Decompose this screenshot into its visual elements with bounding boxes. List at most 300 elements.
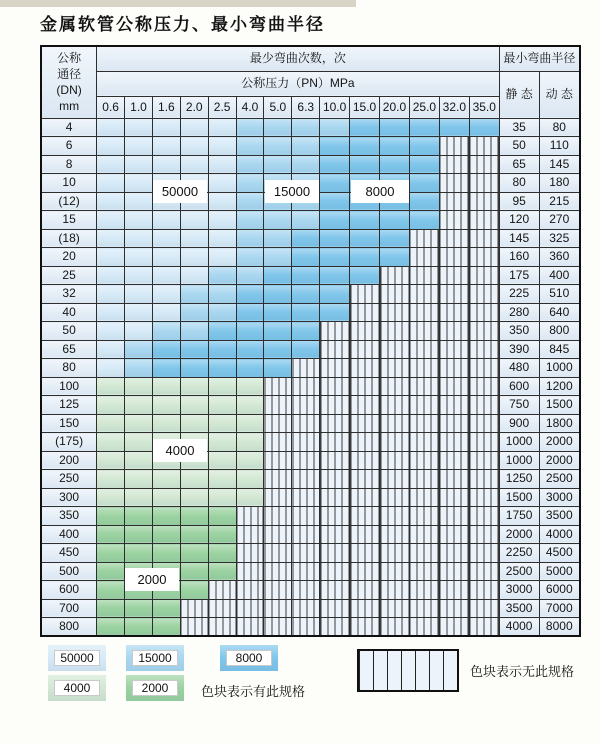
no-spec-cell [236,562,264,581]
radius-header: 最小弯曲半径 [499,46,580,71]
cycles-4000-cell [208,451,236,470]
no-spec-cell [439,285,469,304]
no-spec-cell [469,507,499,526]
cycles-4000-cell [125,377,153,396]
no-spec-cell [350,599,380,618]
cycles-2000-cell [208,525,236,544]
cycles-4000-cell [125,433,153,452]
dynamic-radius-cell: 400 [539,266,580,285]
header-row-3 [41,96,580,118]
cycles-50000-cell [97,155,125,174]
static-radius-cell: 65 [499,155,539,174]
no-spec-cell [409,525,439,544]
dn-cell: (12) [41,192,97,211]
dn-cell: 300 [41,488,97,507]
cycles-15000-cell [152,322,180,341]
cycles-50000-cell [152,303,180,322]
no-spec-cell [469,266,499,285]
cycles-50000-cell [180,211,208,230]
cycles-50000-cell [125,229,153,248]
no-spec-cell [469,544,499,563]
no-spec-cell [409,544,439,563]
cycles-4000-cell [97,488,125,507]
no-spec-cell [350,359,380,378]
table-row [41,618,580,637]
zone-label: 8000 [351,180,409,203]
cycles-50000-cell [152,211,180,230]
dn-column-header [41,46,97,118]
dynamic-radius-cell: 8000 [539,618,580,637]
dynamic-radius-cell: 7000 [539,599,580,618]
no-spec-cell [469,377,499,396]
no-spec-cell [350,507,380,526]
pressure-value-header: 1.6 [152,96,180,118]
no-spec-cell [350,581,380,600]
dn-cell: 25 [41,266,97,285]
no-spec-cell [380,377,410,396]
cycles-2000-cell [125,599,153,618]
dn-cell: 600 [41,581,97,600]
cycles-50000-cell [125,174,153,193]
dynamic-radius-cell: 640 [539,303,580,322]
no-spec-cell [439,211,469,230]
dynamic-radius-cell: 510 [539,285,580,304]
no-spec-cell [350,525,380,544]
cycles-50000-cell [97,359,125,378]
no-spec-cell [380,322,410,341]
no-spec-cell [469,137,499,156]
cycles-2000-cell [152,507,180,526]
no-spec-cell [469,414,499,433]
no-spec-cell [350,544,380,563]
cycles-50000-cell [152,155,180,174]
cycles-50000-cell [208,118,236,137]
cycles-4000-cell [236,414,264,433]
has-spec-note: 色块表示有此规格 [201,684,306,699]
cycles-4000-cell [125,414,153,433]
no-spec-cell [208,581,236,600]
cycles-50000-cell [97,174,125,193]
cycles-8000-cell [320,285,350,304]
cycles-50000-cell [125,303,153,322]
pressure-value-header: 5.0 [264,96,292,118]
no-spec-cell [320,396,350,415]
cycles-50000-cell [97,266,125,285]
no-spec-cell [350,451,380,470]
cycles-2000-cell [125,544,153,563]
no-spec-cell [469,618,499,637]
no-spec-cell [439,248,469,267]
cycles-4000-cell [208,433,236,452]
cycles-4000-cell [208,396,236,415]
no-spec-cell [350,303,380,322]
no-spec-cell [439,377,469,396]
cycles-4000-cell [97,377,125,396]
no-spec-cell [292,414,320,433]
no-spec-cell [439,266,469,285]
pressure-value-header: 4.0 [236,96,264,118]
dn-cell: 500 [41,562,97,581]
cycles-8000-cell [264,303,292,322]
no-spec-cell [292,470,320,489]
cycles-8000-cell [380,118,410,137]
table-row [41,562,580,581]
dn-cell: 350 [41,507,97,526]
cycles-50000-cell [97,340,125,359]
cycles-8000-cell [350,266,380,285]
no-spec-cell [439,155,469,174]
pressure-value-header: 2.0 [180,96,208,118]
cycles-15000-cell [236,192,264,211]
cycles-15000-cell [264,229,292,248]
cycles-4000-cell [236,451,264,470]
cycles-15000-cell [320,118,350,137]
cycles-50000-cell [208,174,236,193]
no-spec-cell [350,396,380,415]
cycles-8000-cell [350,155,380,174]
cycles-50000-cell [125,285,153,304]
cycles-8000-cell [320,137,350,156]
no-spec-cell [409,266,439,285]
cycles-15000-cell [264,118,292,137]
pressure-value-header: 6.3 [292,96,320,118]
no-spec-cell [469,451,499,470]
cycles-50000-cell [180,266,208,285]
no-spec-cell [320,377,350,396]
no-spec-cell [409,322,439,341]
no-spec-cell [439,433,469,452]
no-spec-cell [380,451,410,470]
dn-cell: 10 [41,174,97,193]
cycles-8000-cell [409,192,439,211]
cycles-50000-cell [152,266,180,285]
no-spec-cell [380,581,410,600]
no-spec-cell [439,322,469,341]
static-radius-cell: 160 [499,248,539,267]
table-row [41,581,580,600]
static-radius-cell: 145 [499,229,539,248]
cycles-4000-cell [97,396,125,415]
no-spec-cell [409,488,439,507]
no-spec-cell [320,433,350,452]
cycles-4000-cell [180,414,208,433]
table-row [41,211,580,230]
no-spec-cell [469,340,499,359]
dn-cell: 800 [41,618,97,637]
no-spec-cell [292,507,320,526]
no-spec-cell [292,359,320,378]
table-row [41,414,580,433]
static-radius-cell: 390 [499,340,539,359]
static-radius-cell: 1000 [499,451,539,470]
no-spec-cell [409,507,439,526]
no-spec-cell [380,285,410,304]
cycles-2000-cell [180,581,208,600]
cycles-50000-cell [208,155,236,174]
cycles-2000-cell [152,618,180,637]
dn-cell: 100 [41,377,97,396]
static-radius-cell: 600 [499,377,539,396]
table-row [41,544,580,563]
table-row [41,488,580,507]
cycles-50000-cell [180,155,208,174]
no-spec-cell [236,581,264,600]
cycles-8000-cell [236,285,264,304]
cycles-8000-cell [292,322,320,341]
no-spec-cell [292,396,320,415]
cycles-8000-cell [409,211,439,230]
dynamic-column-header: 动 态 [539,71,580,118]
cycles-8000-cell [320,248,350,267]
cycles-2000-cell [152,544,180,563]
static-radius-cell: 120 [499,211,539,230]
legend-swatch-label: 15000 [132,650,178,666]
cycles-8000-cell [380,229,410,248]
cycles-15000-cell [236,211,264,230]
no-spec-cell [292,488,320,507]
no-spec-cell [409,396,439,415]
no-spec-cell [264,433,292,452]
no-spec-cell [264,507,292,526]
no-spec-cell [469,211,499,230]
cycles-50000-cell [97,285,125,304]
cycles-4000-cell [97,470,125,489]
cycles-50000-cell [97,229,125,248]
cycles-4000-cell [152,414,180,433]
pressure-value-header: 1.0 [125,96,153,118]
cycles-50000-cell [180,137,208,156]
cycles-8000-cell [350,137,380,156]
cycles-8000-cell [264,266,292,285]
pressure-value-header: 32.0 [439,96,469,118]
no-spec-cell [292,451,320,470]
cycles-8000-cell [380,211,410,230]
cycles-50000-cell [97,192,125,211]
dynamic-radius-cell: 3000 [539,488,580,507]
static-radius-cell: 350 [499,322,539,341]
zone-label: 4000 [153,439,207,462]
static-radius-cell: 1750 [499,507,539,526]
cycles-2000-cell [97,525,125,544]
cycles-50000-cell [125,192,153,211]
cycles-2000-cell [97,618,125,637]
dn-cell: 200 [41,451,97,470]
bend-cycles-header: 最少弯曲次数，次 [97,46,500,71]
dn-cell: 80 [41,359,97,378]
static-radius-cell: 480 [499,359,539,378]
static-radius-cell: 2250 [499,544,539,563]
cycles-8000-cell [236,322,264,341]
cycles-50000-cell [97,248,125,267]
no-spec-cell [469,174,499,193]
cycles-8000-cell [264,340,292,359]
no-spec-cell [409,285,439,304]
no-spec-cell [264,599,292,618]
no-spec-cell [409,340,439,359]
no-spec-cell [320,525,350,544]
cycles-15000-cell [125,359,153,378]
table-row [41,266,580,285]
cycles-15000-cell [180,285,208,304]
dn-cell: 250 [41,470,97,489]
static-radius-cell: 1000 [499,433,539,452]
no-spec-cell [380,470,410,489]
cycles-15000-cell [180,322,208,341]
no-spec-cell [264,396,292,415]
no-spec-cell [264,525,292,544]
no-spec-cell [380,266,410,285]
no-spec-cell [380,599,410,618]
cycles-50000-cell [180,229,208,248]
no-spec-cell [350,322,380,341]
table-row [41,377,580,396]
pressure-value-header: 25.0 [409,96,439,118]
dn-cell: 15 [41,211,97,230]
dynamic-radius-cell: 270 [539,211,580,230]
cycles-8000-cell [264,322,292,341]
no-spec-cell [380,433,410,452]
no-spec-cell [380,359,410,378]
dynamic-radius-cell: 1200 [539,377,580,396]
cycles-2000-cell [125,618,153,637]
cycles-8000-cell [236,340,264,359]
cycles-50000-cell [152,137,180,156]
zone-label: 2000 [125,568,179,591]
cycles-2000-cell [208,544,236,563]
table-row [41,470,580,489]
legend-swatch-4000 [48,675,106,701]
legend-swatch-15000 [126,645,184,671]
cycles-4000-cell [236,470,264,489]
cycles-8000-cell [320,174,350,193]
dynamic-radius-cell: 4500 [539,544,580,563]
dn-cell: 400 [41,525,97,544]
no-spec-cell [292,599,320,618]
cycles-4000-cell [236,488,264,507]
no-spec-cell [439,470,469,489]
static-radius-cell: 750 [499,396,539,415]
legend-swatch-label: 8000 [226,650,272,666]
no-spec-cell [469,192,499,211]
no-spec-cell [469,488,499,507]
no-spec-cell [409,470,439,489]
no-spec-cell [264,470,292,489]
no-spec-cell [409,433,439,452]
no-spec-cell [320,414,350,433]
static-radius-cell: 175 [499,266,539,285]
no-spec-cell [380,562,410,581]
dn-header-line: 通径 [57,67,82,82]
cycles-50000-cell [97,118,125,137]
dynamic-radius-cell: 845 [539,340,580,359]
dn-cell: 20 [41,248,97,267]
no-spec-cell [236,525,264,544]
cycles-8000-cell [208,322,236,341]
cycles-4000-cell [208,470,236,489]
cycles-50000-cell [152,118,180,137]
no-spec-cell [380,340,410,359]
no-spec-cell [439,507,469,526]
cycles-4000-cell [97,451,125,470]
cycles-50000-cell [208,211,236,230]
legend-swatch-label: 2000 [132,680,178,696]
cycles-8000-cell [320,303,350,322]
no-spec-cell [350,377,380,396]
zone-label: 50000 [153,180,207,203]
cycles-2000-cell [208,507,236,526]
static-radius-cell: 900 [499,414,539,433]
dn-header-line: mm [59,99,80,114]
cycles-8000-cell [350,211,380,230]
no-spec-cell [439,192,469,211]
no-spec-cell [409,359,439,378]
pressure-value-header: 35.0 [469,96,499,118]
dynamic-radius-cell: 2000 [539,451,580,470]
dn-cell: (18) [41,229,97,248]
no-spec-cell [320,488,350,507]
static-radius-cell: 3000 [499,581,539,600]
dn-cell: 50 [41,322,97,341]
no-spec-cell [350,285,380,304]
no-spec-cell [439,340,469,359]
no-spec-cell [350,488,380,507]
no-spec-cell [409,618,439,637]
cycles-4000-cell [125,451,153,470]
dynamic-radius-cell: 4000 [539,525,580,544]
no-spec-cell [409,599,439,618]
dn-cell: 40 [41,303,97,322]
no-spec-cell [469,396,499,415]
no-spec-cell [320,451,350,470]
no-spec-cell [409,414,439,433]
table-row [41,248,580,267]
cycles-15000-cell [264,155,292,174]
no-spec-cell [320,359,350,378]
no-spec-cell [208,618,236,637]
no-spec-cell [409,562,439,581]
no-spec-cell [292,433,320,452]
no-spec-cell [320,618,350,637]
cycles-4000-cell [236,377,264,396]
cycles-50000-cell [125,266,153,285]
dynamic-radius-cell: 1500 [539,396,580,415]
no-spec-cell [409,451,439,470]
cycles-50000-cell [97,137,125,156]
no-spec-cell [350,562,380,581]
table-row [41,303,580,322]
no-spec-cell [439,229,469,248]
cycles-15000-cell [208,266,236,285]
cycles-4000-cell [208,377,236,396]
cycles-15000-cell [180,303,208,322]
no-spec-cell [380,544,410,563]
cycles-50000-cell [125,322,153,341]
pressure-value-header: 20.0 [380,96,410,118]
cycles-50000-cell [97,303,125,322]
cycles-8000-cell [320,266,350,285]
no-spec-cell [208,599,236,618]
cycles-8000-cell [350,248,380,267]
no-spec-cell [292,562,320,581]
no-spec-cell [320,470,350,489]
static-radius-cell: 80 [499,174,539,193]
dynamic-radius-cell: 2500 [539,470,580,489]
pressure-value-header: 10.0 [320,96,350,118]
cycles-15000-cell [292,118,320,137]
no-spec-cell [236,544,264,563]
header-row-1 [41,46,580,71]
no-spec-cell [469,562,499,581]
